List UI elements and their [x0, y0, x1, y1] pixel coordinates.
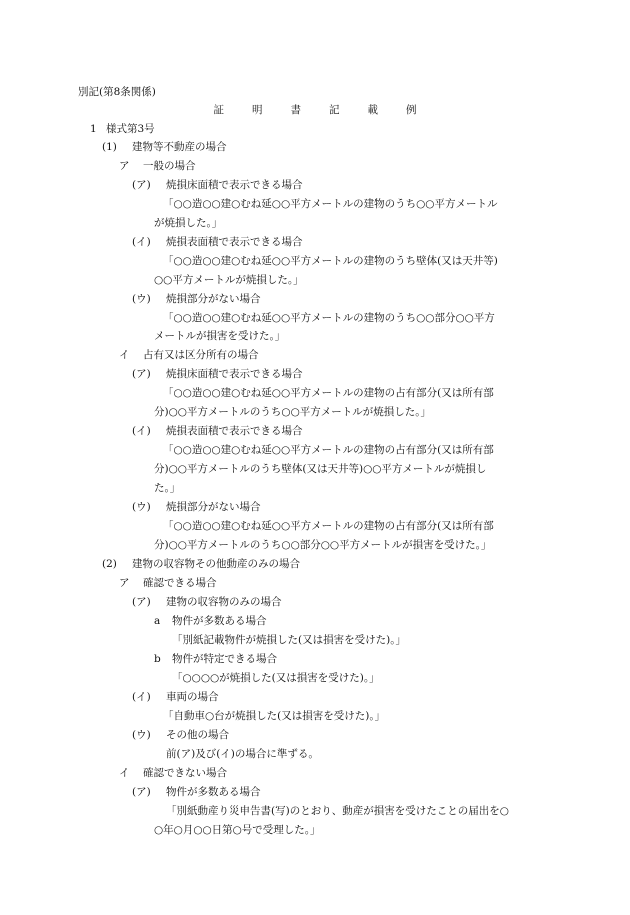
example-text-line: 「自動車○台が焼損した(又は損害を受けた)。」 [163, 710, 386, 722]
subsubitem-heading [154, 650, 277, 668]
example-text-line: 「○○造○○建○むね延○○平方メートルの建物の占有部分(又は所有部 [163, 387, 494, 399]
item-label: イ [119, 767, 130, 779]
subitem-heading [132, 422, 303, 440]
title-char: 記 [329, 104, 340, 116]
example-text-line: 前(ア)及び(イ)の場合に準ずる。 [166, 748, 319, 760]
title-char: 例 [406, 104, 417, 116]
example-text-line: 分)○○平方メートルのうち壁体(又は天井等)○○平方メートルが焼損し [154, 463, 487, 475]
item-title: 一般の場合 [143, 160, 196, 172]
subitem-title: 焼損床面積で表示できる場合 [166, 368, 303, 380]
subitem-title: 物件が多数ある場合 [166, 786, 261, 798]
document-title [0, 101, 630, 119]
subsubitem-heading [154, 612, 267, 630]
subitem-label: (ア) [132, 596, 151, 608]
subsubitem-label: a [154, 615, 161, 627]
title-char: 証 [213, 104, 224, 116]
example-text-line: 分)○○平方メートルのうち○○部分○○平方メートルが損害を受けた。」 [154, 539, 492, 551]
document-header: 別記(第8条関係) [78, 86, 156, 98]
subsubitem-title: 物件が特定できる場合 [172, 653, 277, 665]
subitem-label: (ウ) [132, 729, 151, 741]
example-text-line: 分)○○平方メートルのうち○○平方メートルが焼損した。」 [154, 406, 431, 418]
subsection-number: (1) [102, 141, 117, 153]
subsubitem-title: 物件が多数ある場合 [172, 615, 267, 627]
section-number: 1 [90, 123, 97, 135]
example-text-line: 「○○○○が焼損した(又は損害を受けた)。」 [172, 672, 380, 684]
subitem-title: その他の場合 [166, 729, 229, 741]
item-heading [119, 346, 259, 364]
subitem-label: (ア) [132, 368, 151, 380]
title-char: 載 [367, 104, 378, 116]
subitem-title: 車両の場合 [166, 691, 219, 703]
item-heading [119, 574, 217, 592]
section-title: 様式第3号 [106, 123, 155, 135]
example-text-line: 「○○造○○建○むね延○○平方メートルの建物の占有部分(又は所有部 [163, 444, 494, 456]
title-char: 書 [290, 104, 301, 116]
subitem-label: (ウ) [132, 501, 151, 513]
subsection-number: (2) [102, 558, 117, 570]
subitem-heading [132, 688, 219, 706]
subitem-heading [132, 290, 261, 308]
subitem-label: (イ) [132, 425, 151, 437]
subitem-label: (ア) [132, 786, 151, 798]
subsubitem-label: b [154, 653, 161, 665]
example-text-line: 「○○造○○建○むね延○○平方メートルの建物のうち壁体(又は天井等) [163, 255, 498, 267]
subitem-title: 焼損床面積で表示できる場合 [166, 179, 303, 191]
example-text-line: 「別紙記載物件が焼損した(又は損害を受けた)。」 [172, 634, 406, 646]
section-heading [90, 120, 155, 138]
item-label: ア [119, 160, 130, 172]
item-title: 確認できる場合 [143, 577, 217, 589]
item-label: イ [119, 349, 130, 361]
subitem-heading [132, 176, 303, 194]
example-text-line: 「○○造○○建○むね延○○平方メートルの建物のうち○○部分○○平方 [163, 312, 495, 324]
subitem-heading [132, 498, 261, 516]
item-title: 確認できない場合 [143, 767, 227, 779]
subitem-title: 焼損部分がない場合 [166, 293, 261, 305]
subsection-heading [102, 555, 300, 573]
subitem-title: 建物の収容物のみの場合 [166, 596, 282, 608]
subitem-title: 焼損表面積で表示できる場合 [166, 236, 303, 248]
subitem-label: (イ) [132, 236, 151, 248]
item-heading [119, 157, 196, 175]
example-text-line: 「別紙動産り災申告書(写)のとおり、動産が損害を受けたことの届出を○ [166, 805, 509, 817]
subitem-heading [132, 365, 303, 383]
example-text-line: メートルが損害を受けた。」 [154, 330, 286, 342]
item-heading [119, 764, 227, 782]
subitem-heading [132, 233, 303, 251]
item-label: ア [119, 577, 130, 589]
subitem-label: (ア) [132, 179, 151, 191]
subsection-title: 建物の収容物その他動産のみの場合 [132, 558, 300, 570]
subitem-title: 焼損表面積で表示できる場合 [166, 425, 303, 437]
subitem-heading [132, 783, 261, 801]
example-text-line: ○年○月○○日第○号で受理した。」 [154, 824, 321, 836]
example-text-line: が焼損した。」 [154, 217, 223, 229]
example-text-line: ○○平方メートルが焼損した。」 [154, 274, 304, 286]
item-title: 占有又は区分所有の場合 [143, 349, 259, 361]
subitem-label: (ウ) [132, 293, 151, 305]
subitem-heading [132, 726, 229, 744]
example-text-line: 「○○造○○建○むね延○○平方メートルの建物の占有部分(又は所有部 [163, 520, 494, 532]
title-char: 明 [252, 104, 263, 116]
subsection-title: 建物等不動産の場合 [132, 141, 227, 153]
example-text-line: た。」 [154, 482, 181, 494]
subsection-heading [102, 138, 227, 156]
subitem-title: 焼損部分がない場合 [166, 501, 261, 513]
example-text-line: 「○○造○○建○むね延○○平方メートルの建物のうち○○平方メートル [163, 198, 498, 210]
subitem-heading [132, 593, 282, 611]
subitem-label: (イ) [132, 691, 151, 703]
